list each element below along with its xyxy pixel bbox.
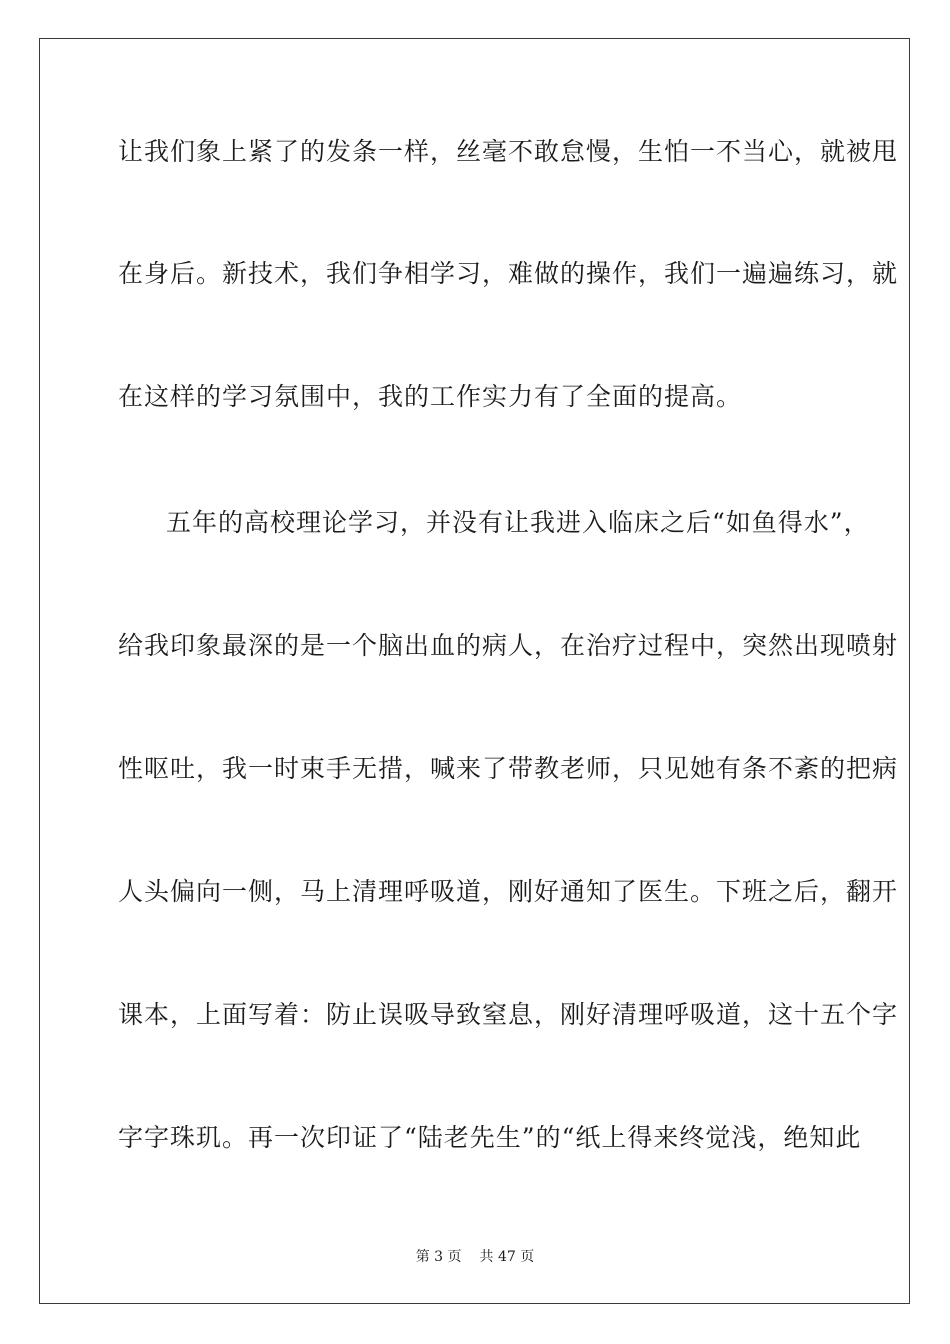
text-line-9: 字字珠玑。再一次印证了“陆老先生”的“纸上得来终觉浅，绝知此 <box>118 1123 862 1152</box>
text-line-5: 给我印象最深的是一个脑出血的病人，在治疗过程中，突然出现喷射 <box>118 631 899 660</box>
text-line-8: 课本，上面写着：防止误吸导致窒息，刚好清理呼吸道，这十五个字 <box>118 1000 899 1029</box>
page-footer <box>0 1248 950 1266</box>
current-page-label: 第 3 页 <box>415 1249 462 1265</box>
text-line-3: 在这样的学习氛围中，我的工作实力有了全面的提高。 <box>118 382 743 411</box>
text-line-4-paragraph-start: 五年的高校理论学习，并没有让我进入临床之后“如鱼得水”， <box>166 508 870 537</box>
text-line-6: 性呕吐，我一时束手无措，喊来了带教老师，只见她有条不紊的把病 <box>118 754 899 783</box>
text-line-2: 在身后。新技术，我们争相学习，难做的操作，我们一遍遍练习，就 <box>118 259 899 288</box>
total-pages-label: 共 47 页 <box>479 1249 535 1265</box>
text-line-1: 让我们象上紧了的发条一样，丝毫不敢怠慢，生怕一不当心，就被甩 <box>118 137 899 166</box>
page-border <box>39 38 910 1304</box>
text-line-7: 人头偏向一侧，马上清理呼吸道，刚好通知了医生。下班之后，翻开 <box>118 877 899 906</box>
